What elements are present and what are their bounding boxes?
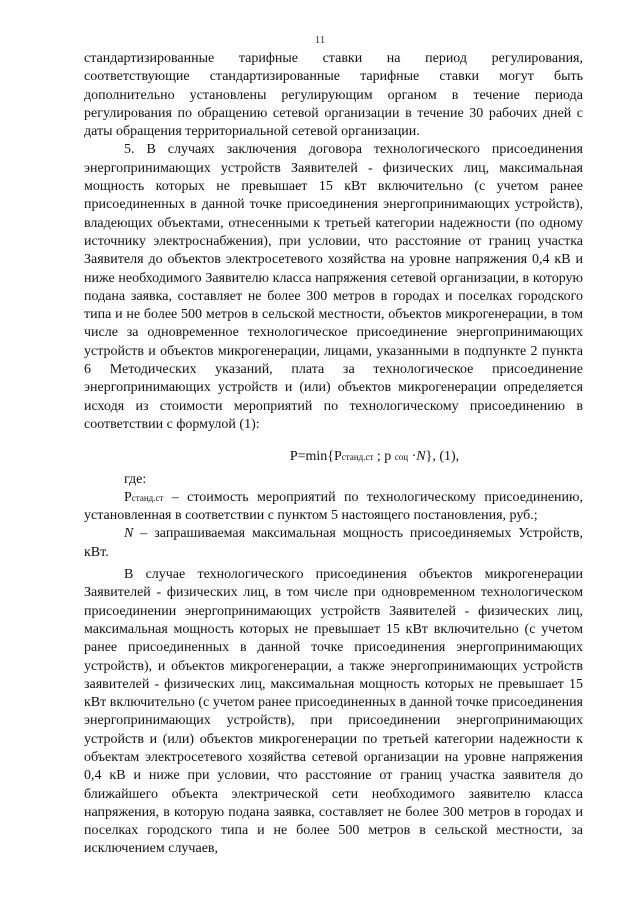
formula-sub-social: соц	[394, 452, 409, 463]
formula-lead: P=min{P	[289, 449, 342, 465]
def-text-p: – стоимость мероприятий по технологическому присоединению, установленная в соответствии с пунктом 5 настоящего постановления, руб.;	[84, 489, 583, 524]
page-number: 11	[314, 34, 326, 46]
formula-sub-standard: станд.ст	[341, 452, 374, 463]
formula-1	[84, 448, 583, 466]
formula-var-n: N	[416, 449, 426, 465]
definition-p-standard	[84, 489, 583, 526]
formula-dot: ·	[408, 449, 417, 465]
formula-tail: }, (1),	[425, 449, 460, 465]
paragraph-microgeneration: В случае технологического присоединения объектов микрогенерации Заявителей - физических лиц, в том числе при одновременном технологическом присоединении энергопринимающих устройств Заявителей - физических лиц, максимальная мощность которых не превышает 15 кВт включительно (с учетом ранее присоединенных в данной точке присоединения энергопринимающих устройств), и объектов микрогенерации, а также энергопринимающих устройств заявителей - физических лиц, максимальная мощность которых не превышает 15 кВт включительно (с учетом ранее присоединенных в данной точке присоединения энергопринимающих устройств), при присоединении энергопринимающих устройств и (или) объектов микрогенерации по третьей категории надежности к объектам электросетевого хозяйства сетевой организации на уровне напряжения 0,4 кВ и ниже при условии, что расстояние от границ участка заявителя до ближайшего объекта электрической сети необходимого заявителю класса напряжения, в которую подана заявка, составляет не более 300 метров в городах и поселках городского типа и не более 500 метров в сельской местности, за исключением случаев,	[84, 567, 583, 857]
def-symbol-p-sub: станд.ст	[131, 492, 164, 503]
paragraph-continuation: стандартизированные тарифные ставки на период регулирования, соответствующие стандартизированные тарифные ставки могут быть дополнительно установлены регулирующим органом в течение периода регулирования по обращению сетевой организации в течение 30 рабочих дней с даты обращения территориальной сетевой организации.	[84, 51, 583, 140]
formula-mid: ; p	[373, 449, 395, 465]
definition-n	[84, 525, 583, 562]
def-symbol-n: N	[124, 526, 134, 542]
where-label: где:	[124, 471, 147, 487]
paragraph-item-5: 5. В случаях заключения договора технологического присоединения энергопринимающих устройств Заявителей - физических лиц, максимальная мощность которых не превышает 15 кВт включительно (с учетом ранее присоединенных в данной точке присоединения энергопринимающих устройств), владеющих объектами, отнесенными к третьей категории надежности (по одному источнику электроснабжения), при условии, что расстояние от границ участка Заявителя до объектов электросетевого хозяйства на уровне напряжения 0,4 кВ и ниже необходимого Заявителю класса напряжения сетевой организации, в которую подана заявка, составляет не более 300 метров в городах и поселках городского типа и не более 500 метров в сельской местности, объектов микрогенерации, в том числе за одновременное технологическое присоединение энергопринимающих устройств и объектов микрогенерации, лицами, указанными в подпункте 2 пункта 6 Методических указаний, плата за технологическое присоединение энергопринимающих устройств и (или) объектов микрогенерации определяется исходя из стоимости мероприятий по технологическому присоединению в соответствии с формулой (1):	[84, 142, 583, 432]
def-text-n: – запрашиваемая максимальная мощность присоединяемых Устройств, кВт.	[84, 526, 583, 560]
document-body	[84, 50, 583, 859]
def-symbol-p: P	[124, 489, 132, 505]
